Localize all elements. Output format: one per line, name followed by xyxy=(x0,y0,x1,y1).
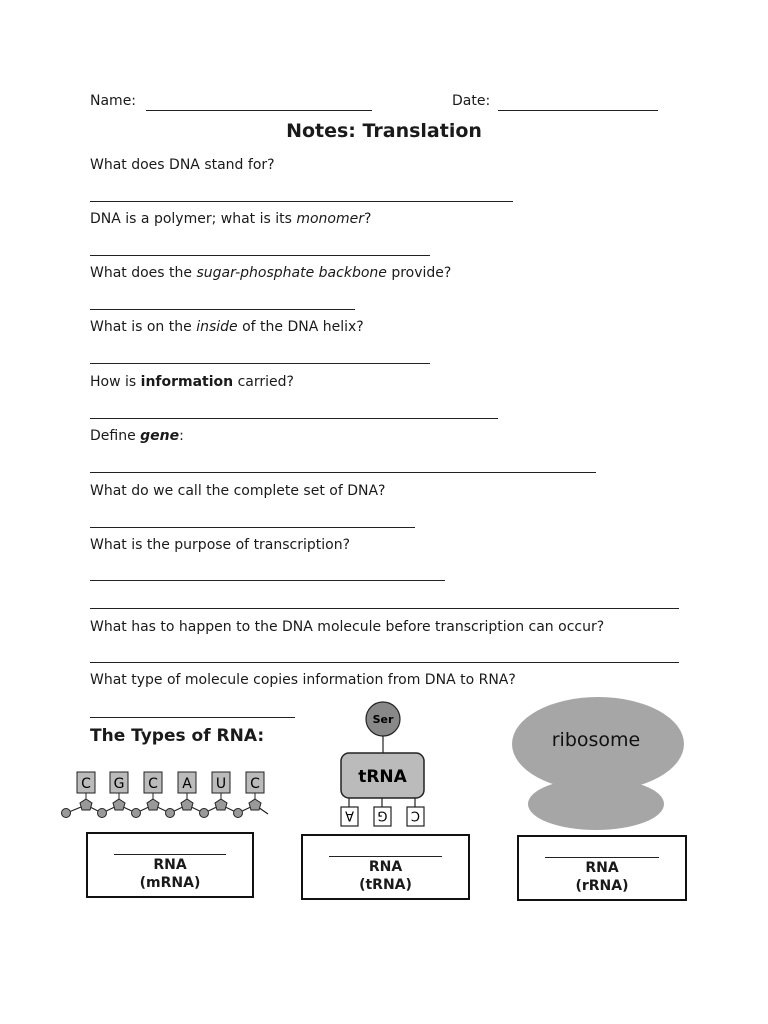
question-8: What is the purpose of transcription? xyxy=(90,537,351,553)
question-6: Define gene: xyxy=(90,428,184,444)
trna-label-line2: (tRNA) xyxy=(359,877,412,893)
question-10: What type of molecule copies information from DNA to RNA? xyxy=(90,672,516,688)
answer-line-7[interactable] xyxy=(90,527,415,528)
date-label: Date: xyxy=(452,93,491,109)
page-title: Notes: Translation xyxy=(286,120,482,142)
mrna-base-1: C xyxy=(81,776,91,792)
name-blank[interactable] xyxy=(146,110,372,111)
trna-diagram xyxy=(330,700,436,830)
mrna-label-line2: (mRNA) xyxy=(139,875,201,891)
mrna-base-6: C xyxy=(250,776,260,792)
mrna-label-box xyxy=(86,832,254,898)
rrna-label-line1: RNA xyxy=(585,860,619,876)
answer-line-5[interactable] xyxy=(90,418,498,419)
anticodon-base-1: A xyxy=(345,807,354,823)
question-5: How is information carried? xyxy=(90,374,294,390)
question-7: What do we call the complete set of DNA? xyxy=(90,483,386,499)
question-9: What has to happen to the DNA molecule before transcription can occur? xyxy=(90,619,605,635)
rna-types-heading: The Types of RNA: xyxy=(90,726,265,746)
ribosome-diagram xyxy=(508,694,688,834)
answer-line-6[interactable] xyxy=(90,472,596,473)
answer-line-9[interactable] xyxy=(90,662,679,663)
trna-label-line1: RNA xyxy=(368,859,403,875)
answer-line-10[interactable] xyxy=(90,717,295,718)
date-blank[interactable] xyxy=(498,110,658,111)
question-2: DNA is a polymer; what is its monomer? xyxy=(90,211,372,227)
rrna-blank[interactable] xyxy=(545,857,659,858)
trna-blank[interactable] xyxy=(329,856,442,857)
amino-acid-label: Ser xyxy=(372,713,394,726)
anticodon-base-3: C xyxy=(410,807,421,823)
answer-line-4[interactable] xyxy=(90,363,430,364)
mrna-base-stems xyxy=(86,793,255,799)
anticodon-base-2: G xyxy=(377,807,388,823)
mrna-bases xyxy=(77,772,264,793)
answer-line-1[interactable] xyxy=(90,201,513,202)
answer-line-8b[interactable] xyxy=(90,608,679,609)
rrna-label-line2: (rRNA) xyxy=(575,878,629,894)
answer-line-8a[interactable] xyxy=(90,580,445,581)
mrna-blank[interactable] xyxy=(114,854,226,855)
mrna-base-2: G xyxy=(113,776,125,792)
question-3: What does the sugar-phosphate backbone provide? xyxy=(90,265,452,281)
answer-line-3[interactable] xyxy=(90,309,355,310)
question-1: What does DNA stand for? xyxy=(90,157,275,173)
trna-body-label: tRNA xyxy=(358,767,407,787)
mrna-label-line1: RNA xyxy=(153,857,187,873)
trna-label-box xyxy=(301,834,470,900)
mrna-diagram xyxy=(56,766,272,826)
rrna-label-box xyxy=(517,835,687,901)
mrna-base-4: A xyxy=(182,776,192,792)
ribosome-label: ribosome xyxy=(551,729,641,751)
question-4: What is on the inside of the DNA helix? xyxy=(90,319,364,335)
mrna-base-3: C xyxy=(148,776,158,792)
name-label: Name: xyxy=(90,93,137,109)
answer-line-2[interactable] xyxy=(90,255,430,256)
mrna-base-5: U xyxy=(215,776,227,792)
